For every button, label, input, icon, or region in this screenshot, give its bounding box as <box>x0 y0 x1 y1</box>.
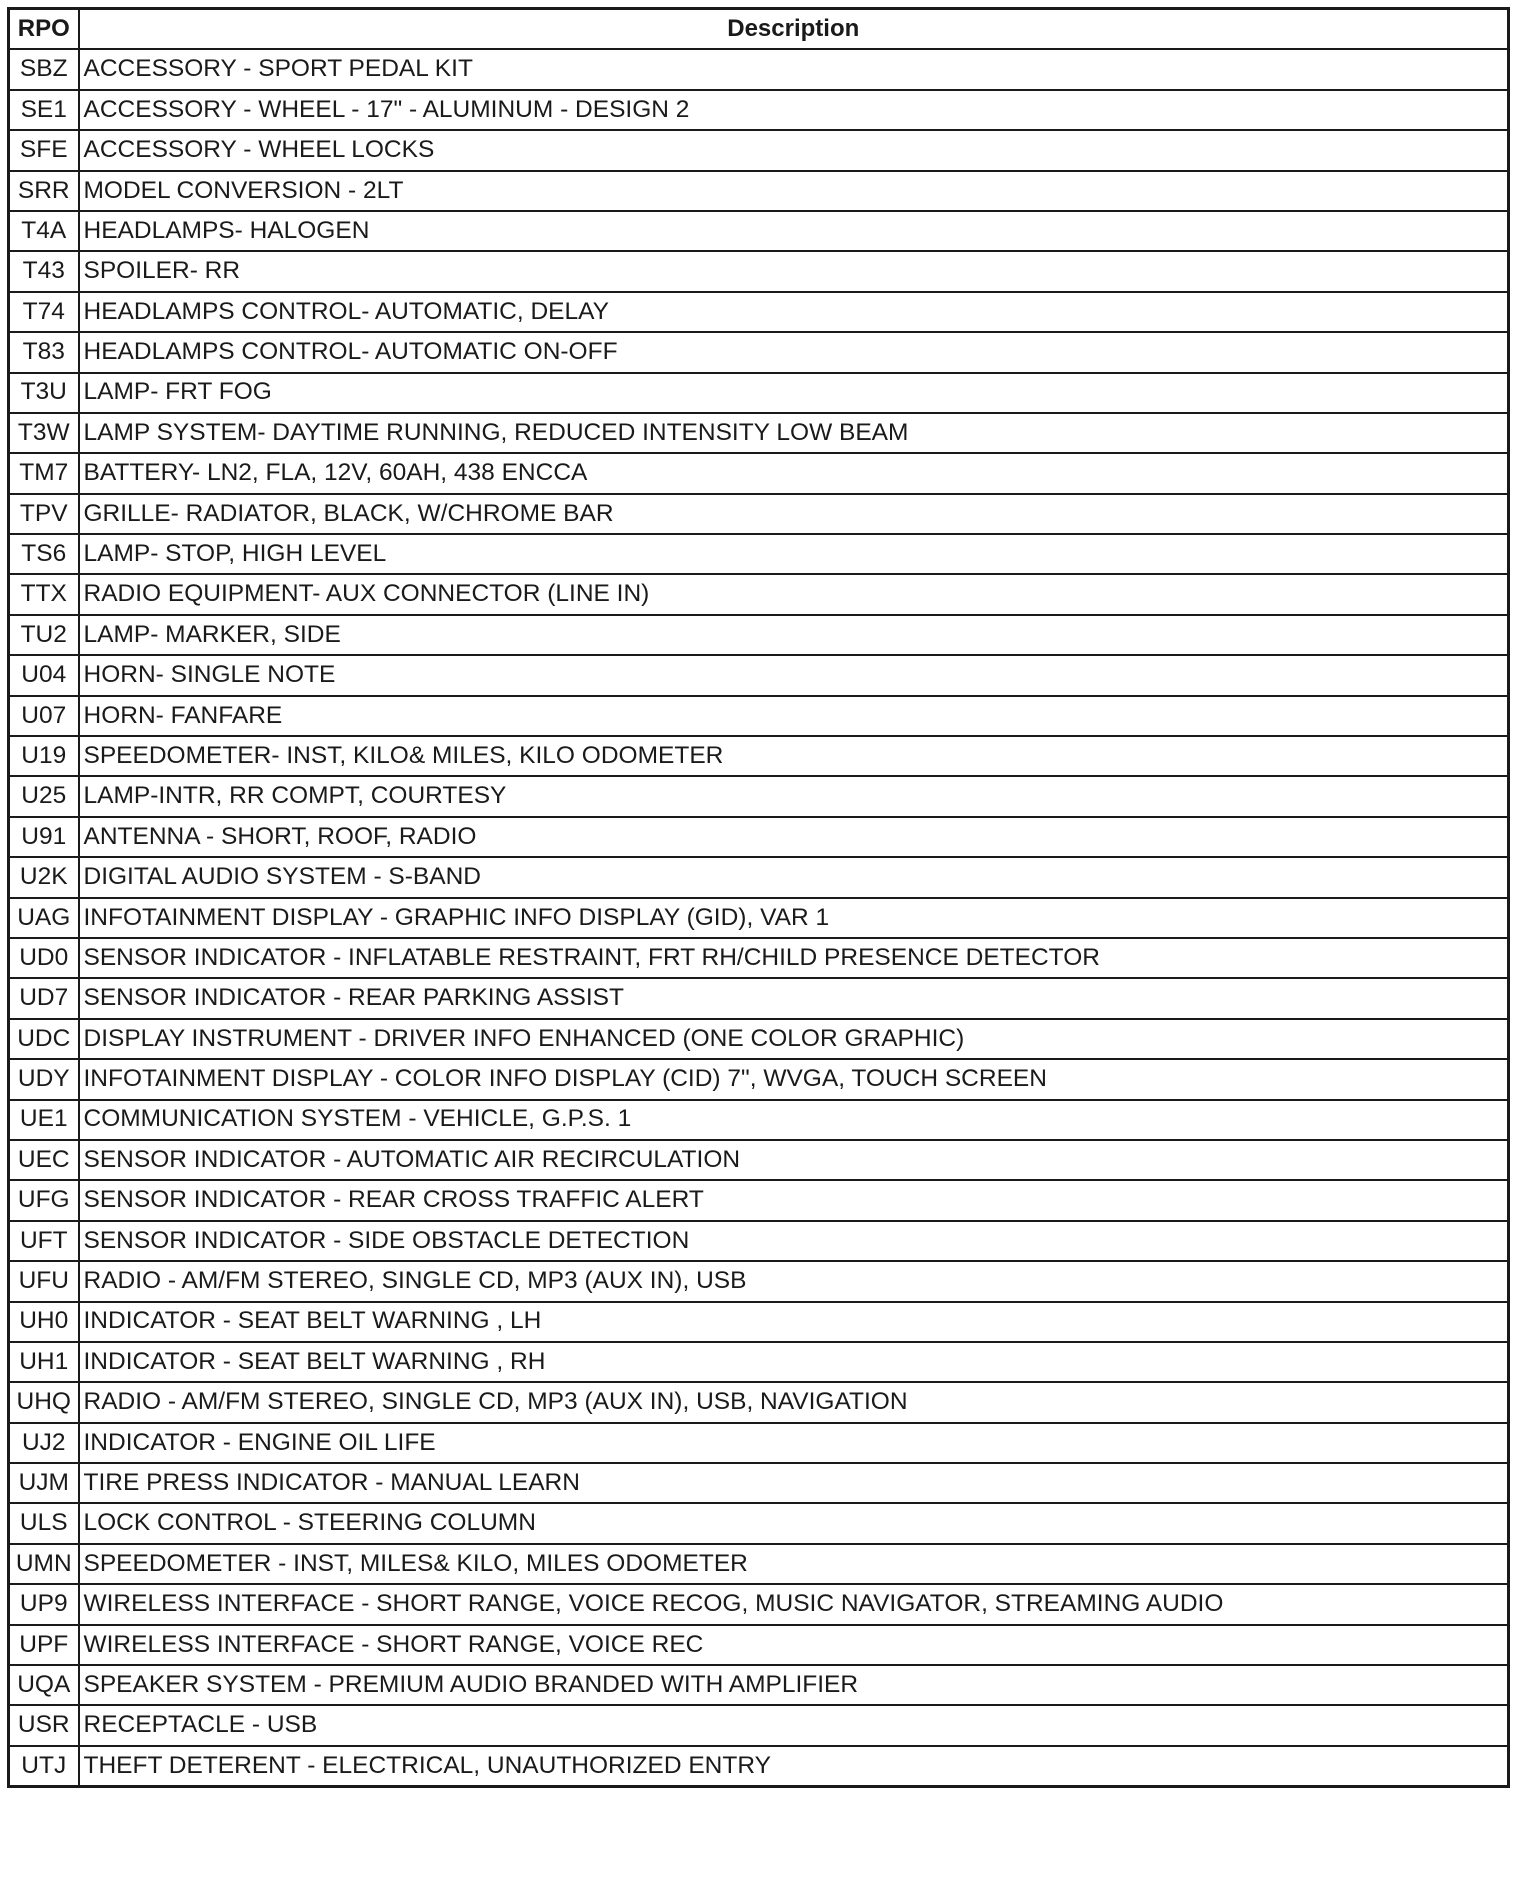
table-row <box>9 1584 1509 1624</box>
rpo-code-cell: UEC <box>9 1140 79 1180</box>
description-cell: ACCESSORY - SPORT PEDAL KIT <box>79 49 1509 89</box>
description-cell: HEADLAMPS CONTROL- AUTOMATIC ON-OFF <box>79 332 1509 372</box>
table-row <box>9 211 1509 251</box>
description-cell: SENSOR INDICATOR - AUTOMATIC AIR RECIRCULATION <box>79 1140 1509 1180</box>
rpo-code-cell: U07 <box>9 696 79 736</box>
description-cell: INFOTAINMENT DISPLAY - GRAPHIC INFO DISPLAY (GID), VAR 1 <box>79 898 1509 938</box>
column-header-description: Description <box>79 9 1509 50</box>
rpo-code-cell: TS6 <box>9 534 79 574</box>
table-row <box>9 90 1509 130</box>
table-row <box>9 857 1509 897</box>
description-cell: THEFT DETERENT - ELECTRICAL, UNAUTHORIZED ENTRY <box>79 1746 1509 1787</box>
rpo-code-cell: T4A <box>9 211 79 251</box>
rpo-code-cell: U91 <box>9 817 79 857</box>
rpo-code-cell: SFE <box>9 130 79 170</box>
rpo-code-cell: T3U <box>9 373 79 413</box>
table-row <box>9 817 1509 857</box>
table-row <box>9 696 1509 736</box>
table-row <box>9 453 1509 493</box>
rpo-code-cell: T43 <box>9 251 79 291</box>
description-cell: INDICATOR - SEAT BELT WARNING , LH <box>79 1302 1509 1342</box>
description-cell: GRILLE- RADIATOR, BLACK, W/CHROME BAR <box>79 494 1509 534</box>
description-cell: TIRE PRESS INDICATOR - MANUAL LEARN <box>79 1463 1509 1503</box>
description-cell: SENSOR INDICATOR - REAR PARKING ASSIST <box>79 978 1509 1018</box>
description-cell: BATTERY- LN2, FLA, 12V, 60AH, 438 ENCCA <box>79 453 1509 493</box>
rpo-code-cell: U19 <box>9 736 79 776</box>
rpo-code-cell: UTJ <box>9 1746 79 1787</box>
description-cell: INFOTAINMENT DISPLAY - COLOR INFO DISPLAY (CID) 7", WVGA, TOUCH SCREEN <box>79 1059 1509 1099</box>
description-cell: RADIO - AM/FM STEREO, SINGLE CD, MP3 (AUX IN), USB <box>79 1261 1509 1301</box>
table-row <box>9 1221 1509 1261</box>
description-cell: ACCESSORY - WHEEL - 17" - ALUMINUM - DESIGN 2 <box>79 90 1509 130</box>
rpo-code-cell: UD7 <box>9 978 79 1018</box>
description-cell: HEADLAMPS CONTROL- AUTOMATIC, DELAY <box>79 292 1509 332</box>
rpo-code-cell: UDC <box>9 1019 79 1059</box>
rpo-code-cell: UJ2 <box>9 1423 79 1463</box>
description-cell: LAMP- MARKER, SIDE <box>79 615 1509 655</box>
description-cell: INDICATOR - ENGINE OIL LIFE <box>79 1423 1509 1463</box>
table-row <box>9 494 1509 534</box>
description-cell: WIRELESS INTERFACE - SHORT RANGE, VOICE RECOG, MUSIC NAVIGATOR, STREAMING AUDIO <box>79 1584 1509 1624</box>
description-cell: SPEAKER SYSTEM - PREMIUM AUDIO BRANDED WITH AMPLIFIER <box>79 1665 1509 1705</box>
table-row <box>9 49 1509 89</box>
rpo-code-cell: U04 <box>9 655 79 695</box>
rpo-code-cell: UQA <box>9 1665 79 1705</box>
table-row <box>9 1100 1509 1140</box>
table-row <box>9 251 1509 291</box>
rpo-code-cell: SE1 <box>9 90 79 130</box>
description-cell: HEADLAMPS- HALOGEN <box>79 211 1509 251</box>
rpo-code-cell: UHQ <box>9 1382 79 1422</box>
description-cell: SPEEDOMETER - INST, MILES& KILO, MILES ODOMETER <box>79 1544 1509 1584</box>
rpo-table <box>7 7 1510 1788</box>
rpo-code-cell: TTX <box>9 574 79 614</box>
rpo-code-cell: UMN <box>9 1544 79 1584</box>
description-cell: INDICATOR - SEAT BELT WARNING , RH <box>79 1342 1509 1382</box>
rpo-code-cell: UFT <box>9 1221 79 1261</box>
description-cell: DIGITAL AUDIO SYSTEM - S-BAND <box>79 857 1509 897</box>
table-row <box>9 171 1509 211</box>
table-row <box>9 1423 1509 1463</box>
table-row <box>9 332 1509 372</box>
description-cell: WIRELESS INTERFACE - SHORT RANGE, VOICE REC <box>79 1625 1509 1665</box>
table-row <box>9 1625 1509 1665</box>
description-cell: ACCESSORY - WHEEL LOCKS <box>79 130 1509 170</box>
description-cell: LAMP-INTR, RR COMPT, COURTESY <box>79 776 1509 816</box>
description-cell: DISPLAY INSTRUMENT - DRIVER INFO ENHANCED (ONE COLOR GRAPHIC) <box>79 1019 1509 1059</box>
table-row <box>9 373 1509 413</box>
rpo-code-cell: SBZ <box>9 49 79 89</box>
table-row <box>9 1665 1509 1705</box>
table-row <box>9 534 1509 574</box>
table-row <box>9 615 1509 655</box>
table-body <box>9 49 1509 1786</box>
rpo-code-cell: UPF <box>9 1625 79 1665</box>
rpo-code-cell: UH0 <box>9 1302 79 1342</box>
rpo-code-cell: UE1 <box>9 1100 79 1140</box>
table-row <box>9 1544 1509 1584</box>
rpo-code-cell: SRR <box>9 171 79 211</box>
table-row <box>9 1503 1509 1543</box>
description-cell: LAMP- STOP, HIGH LEVEL <box>79 534 1509 574</box>
rpo-code-cell: T74 <box>9 292 79 332</box>
table-row <box>9 938 1509 978</box>
description-cell: COMMUNICATION SYSTEM - VEHICLE, G.P.S. 1 <box>79 1100 1509 1140</box>
description-cell: RADIO - AM/FM STEREO, SINGLE CD, MP3 (AUX IN), USB, NAVIGATION <box>79 1382 1509 1422</box>
rpo-code-cell: TPV <box>9 494 79 534</box>
table-row <box>9 1342 1509 1382</box>
table-row <box>9 574 1509 614</box>
rpo-code-cell: TM7 <box>9 453 79 493</box>
description-cell: HORN- SINGLE NOTE <box>79 655 1509 695</box>
column-header-rpo: RPO <box>9 9 79 50</box>
rpo-code-cell: TU2 <box>9 615 79 655</box>
rpo-code-cell: U25 <box>9 776 79 816</box>
description-cell: HORN- FANFARE <box>79 696 1509 736</box>
description-cell: RADIO EQUIPMENT- AUX CONNECTOR (LINE IN) <box>79 574 1509 614</box>
description-cell: SENSOR INDICATOR - SIDE OBSTACLE DETECTION <box>79 1221 1509 1261</box>
description-cell: SPOILER- RR <box>79 251 1509 291</box>
table-row <box>9 1059 1509 1099</box>
table-header <box>9 9 1509 50</box>
table-row <box>9 898 1509 938</box>
table-row <box>9 130 1509 170</box>
rpo-code-cell: UFG <box>9 1180 79 1220</box>
rpo-code-cell: ULS <box>9 1503 79 1543</box>
header-row <box>9 9 1509 50</box>
table-row <box>9 978 1509 1018</box>
description-cell: ANTENNA - SHORT, ROOF, RADIO <box>79 817 1509 857</box>
description-cell: LOCK CONTROL - STEERING COLUMN <box>79 1503 1509 1543</box>
description-cell: LAMP- FRT FOG <box>79 373 1509 413</box>
table-row <box>9 1140 1509 1180</box>
table-row <box>9 1261 1509 1301</box>
table-row <box>9 292 1509 332</box>
description-cell: RECEPTACLE - USB <box>79 1705 1509 1745</box>
table-row <box>9 1180 1509 1220</box>
table-row <box>9 1463 1509 1503</box>
rpo-code-cell: UJM <box>9 1463 79 1503</box>
description-cell: LAMP SYSTEM- DAYTIME RUNNING, REDUCED INTENSITY LOW BEAM <box>79 413 1509 453</box>
rpo-code-cell: UH1 <box>9 1342 79 1382</box>
rpo-code-cell: T83 <box>9 332 79 372</box>
table-row <box>9 736 1509 776</box>
table-row <box>9 776 1509 816</box>
rpo-code-cell: UFU <box>9 1261 79 1301</box>
rpo-code-cell: UD0 <box>9 938 79 978</box>
table-row <box>9 1382 1509 1422</box>
description-cell: SPEEDOMETER- INST, KILO& MILES, KILO ODOMETER <box>79 736 1509 776</box>
table-row <box>9 1746 1509 1787</box>
description-cell: SENSOR INDICATOR - REAR CROSS TRAFFIC ALERT <box>79 1180 1509 1220</box>
table-row <box>9 1705 1509 1745</box>
description-cell: SENSOR INDICATOR - INFLATABLE RESTRAINT, FRT RH/CHILD PRESENCE DETECTOR <box>79 938 1509 978</box>
table-row <box>9 1302 1509 1342</box>
table-row <box>9 655 1509 695</box>
rpo-code-cell: U2K <box>9 857 79 897</box>
table-row <box>9 1019 1509 1059</box>
rpo-code-cell: UP9 <box>9 1584 79 1624</box>
rpo-code-cell: UAG <box>9 898 79 938</box>
rpo-code-cell: UDY <box>9 1059 79 1099</box>
table-row <box>9 413 1509 453</box>
rpo-code-cell: T3W <box>9 413 79 453</box>
rpo-code-cell: USR <box>9 1705 79 1745</box>
description-cell: MODEL CONVERSION - 2LT <box>79 171 1509 211</box>
